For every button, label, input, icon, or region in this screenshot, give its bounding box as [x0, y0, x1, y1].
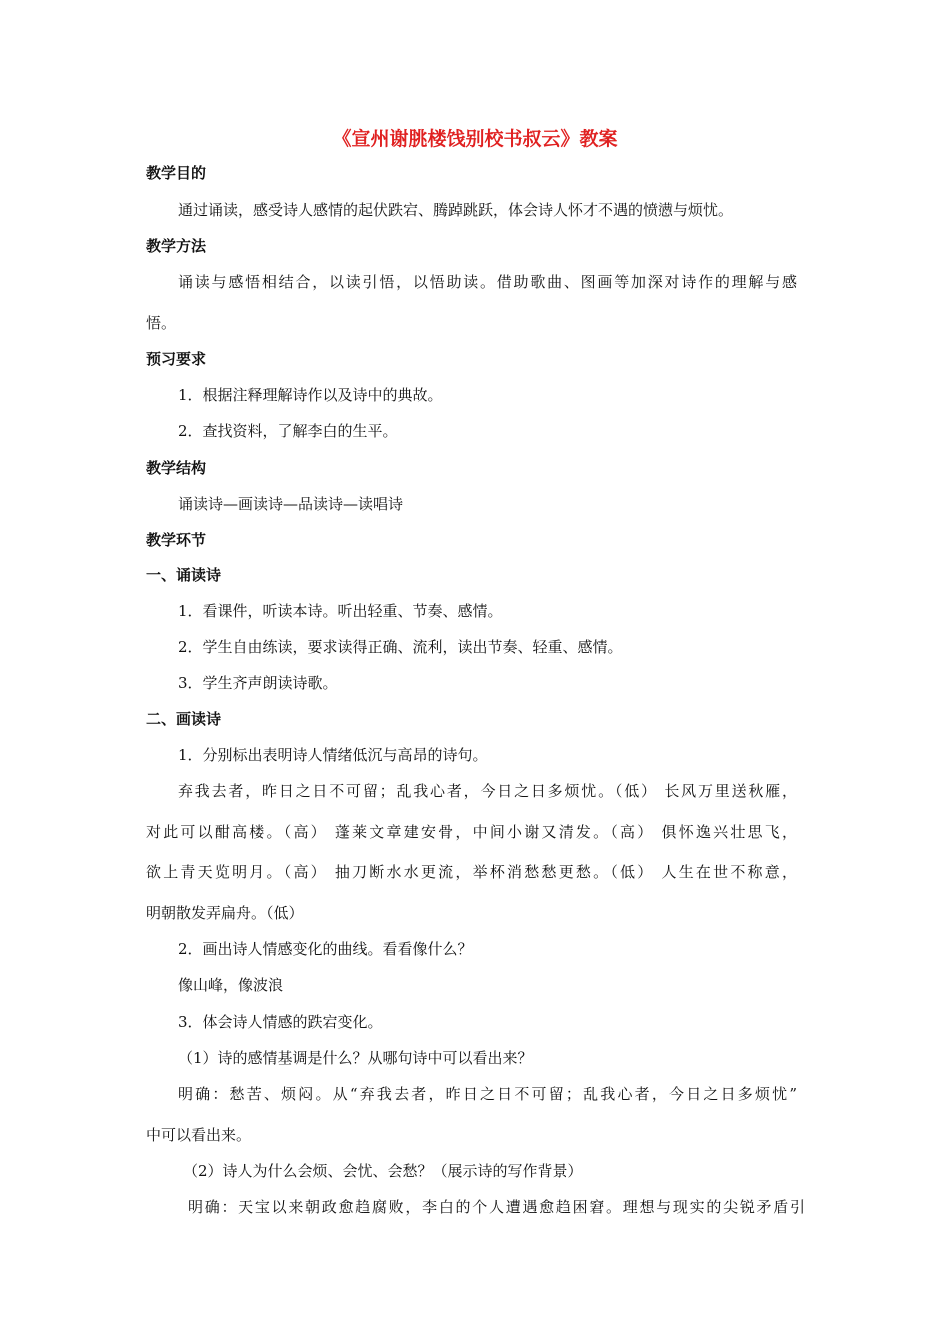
paragraph-teaching-method-line2: 悟。	[146, 314, 177, 332]
answer-2-line-1: 明确：天宝以来朝政愈趋腐败，李白的个人遭遇愈趋困窘。理想与现实的尖锐矛盾引	[188, 1198, 805, 1216]
paragraph-teaching-method-line1: 诵读与感悟相结合，以读引悟，以悟助读。借助歌曲、图画等加深对诗作的理解与感	[178, 273, 797, 291]
preview-item-1: 1．根据注释理解诗作以及诗中的典故。	[178, 386, 443, 404]
question-2: （2）诗人为什么会烦、会忧、会愁？（展示诗的写作背景）	[183, 1162, 583, 1180]
poem-line-4: 明朝散发弄扁舟。（低）	[146, 904, 304, 922]
part1-item-1: 1．看课件，听读本诗。听出轻重、节奏、感情。	[178, 602, 503, 620]
preview-item-2: 2．查找资料，了解李白的生平。	[178, 422, 398, 440]
heading-structure: 教学结构	[146, 459, 207, 477]
part2-item-1: 1．分别标出表明诗人情绪低沉与高昂的诗句。	[178, 746, 488, 764]
heading-part-1: 一、诵读诗	[146, 566, 222, 584]
answer-1-line-2: 中可以看出来。	[146, 1126, 252, 1144]
paragraph-structure: 诵读诗—画读诗—品读诗—读唱诗	[178, 495, 404, 513]
heading-teaching-goal: 教学目的	[146, 164, 207, 182]
heading-teaching-steps: 教学环节	[146, 531, 207, 549]
part2-item-2: 2．画出诗人情感变化的曲线。看看像什么？	[178, 940, 473, 958]
paragraph-teaching-goal: 通过诵读，感受诗人感情的起伏跌宕、腾踔跳跃，体会诗人怀才不遇的愤懑与烦忧。	[178, 201, 734, 219]
part2-item-3: 3．体会诗人情感的跌宕变化。	[178, 1013, 383, 1031]
heading-preview: 预习要求	[146, 350, 207, 368]
part1-item-2: 2．学生自由练读，要求读得正确、流利，读出节奏、轻重、感情。	[178, 638, 623, 656]
answer-1-line-1: 明确：愁苦、烦闷。从“弃我去者，昨日之日不可留；乱我心者，今日之日多烦忧”	[178, 1085, 797, 1103]
heading-teaching-method: 教学方法	[146, 237, 207, 255]
poem-line-1: 弃我去者，昨日之日不可留；乱我心者，今日之日多烦忧。（低） 长风万里送秋雁，	[178, 782, 797, 800]
poem-line-2: 对此可以酣高楼。（高） 蓬莱文章建安骨，中间小谢又清发。（高） 俱怀逸兴壮思飞，	[146, 823, 797, 841]
part1-item-3: 3．学生齐声朗读诗歌。	[178, 674, 338, 692]
question-1: （1）诗的感情基调是什么？从哪句诗中可以看出来？	[178, 1049, 533, 1067]
heading-part-2: 二、画读诗	[146, 710, 222, 728]
document-title: 《宣州谢朓楼饯别校书叔云》教案	[332, 128, 618, 150]
poem-line-3: 欲上青天览明月。（高） 抽刀断水水更流，举杯消愁愁更愁。（低） 人生在世不称意，	[146, 863, 797, 881]
part2-answer-2: 像山峰，像波浪	[178, 976, 284, 994]
